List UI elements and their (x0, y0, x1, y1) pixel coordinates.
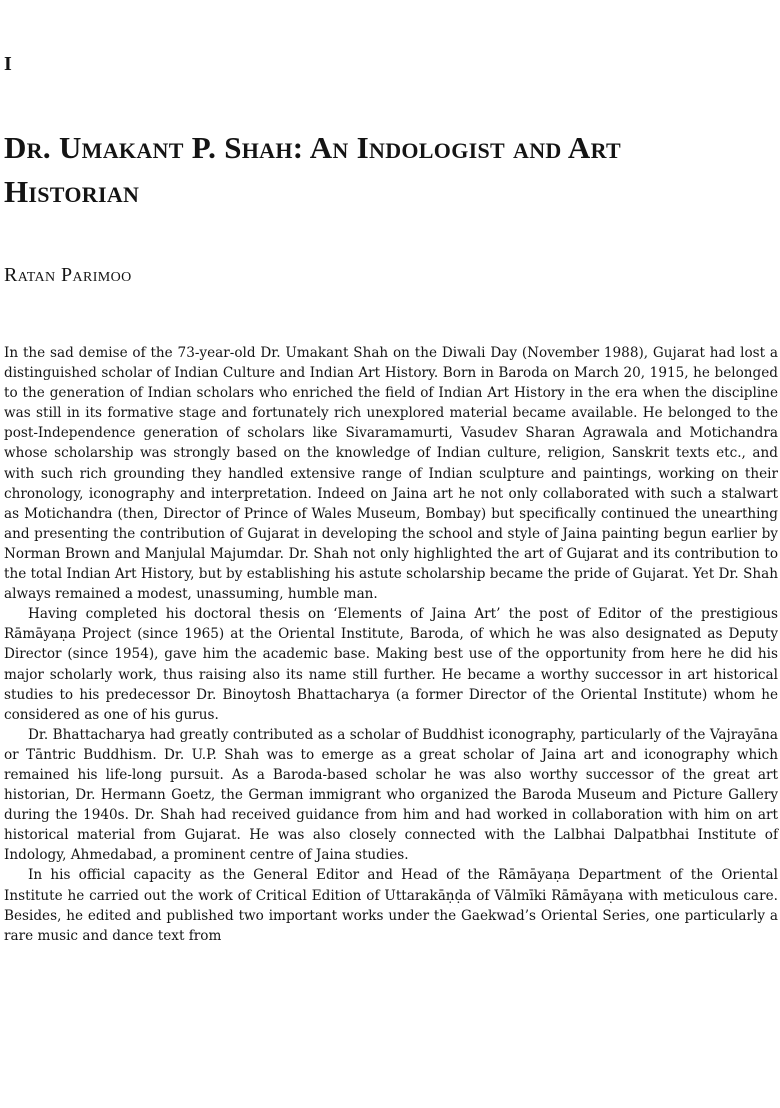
paragraph-1: In the sad demise of the 73-year-old Dr. Umakant Shah on the Diwali Day (November 1988), Gujarat had lost a distinguished scholar of Indian Culture and Indian Art History. Born in Baroda on March 20, 1915, he belonged to the generation of Indian scholars who enriched the field of Indian Art History in the era when the discipline was still in its formative stage and fortunately rich unexplored material became available. He belonged to the post-Independence generation of scholars like Sivaramamurti, Vasudev Sharan Agrawala and Motichandra whose scholarship was strongly based on the knowledge of Indian culture, religion, Sanskrit texts etc., and with such rich grounding they handled extensive range of Indian sculpture and paintings, working on their chronology, iconography and interpretation. Indeed on Jaina art he not only collaborated with such a stalwart as Motichandra (then, Director of Prince of Wales Museum, Bombay) but specifically continued the unearthing and presenting the contribution of Gujarat in developing the school and style of Jaina painting begun earlier by Norman Brown and Manjulal Majumdar. Dr. Shah not only highlighted the art of Gujarat and its contribution to the total Indian Art History, but by establishing his astute scholarship became the pride of Gujarat. Yet Dr. Shah always remained a modest, unassuming, humble man. (4, 345, 778, 603)
article-body (4, 343, 778, 946)
chapter-title: Dr. Umakant P. Shah: An Indologist and Art Historian (4, 130, 622, 209)
paragraph-3: Dr. Bhattacharya had greatly contributed as a scholar of Buddhist iconography, particularly of the Vajrayāna or Tāntric Buddhism. Dr. U.P. Shah was to emerge as a great scholar of Jaina art and iconography which remained his life-long pursuit. As a Baroda-based scholar he was also worthy successor of the great art historian, Dr. Hermann Goetz, the German immigrant who organized the Baroda Museum and Picture Gallery during the 1940s. Dr. Shah had received guidance from him and had worked in collaboration with him on art historical material from Gujarat. He was also closely connected with the Lalbhai Dalpatbhai Institute of Indology, Ahmedabad, a prominent centre of Jaina studies. (4, 726, 778, 864)
paragraph-2: Having completed his doctoral thesis on ‘Elements of Jaina Art’ the post of Editor of the prestigious Rāmāyaṇa Project (since 1965) at the Oriental Institute, Baroda, of which he was also designated as Deputy Director (since 1954), gave him the academic base. Making best use of the opportunity from here he did his major scholarly work, thus raising also its name still further. He became a worthy successor in art historical studies to his predecessor Dr. Binoytosh Bhattacharya (a former Director of the Oriental Institute) whom he considered as one of his gurus. (4, 606, 778, 723)
chapter-number: I (4, 53, 12, 75)
paragraph-4: In his official capacity as the General Editor and Head of the Rāmāyaṇa Department of the Oriental Institute he carried out the work of Critical Edition of Uttarakāṇḍa of Vālmīki Rāmāyaṇa with meticulous care. Besides, he edited and published two important works under the Gaekwad’s Oriental Series, one particularly a rare music and dance text from (4, 867, 778, 944)
author-name: Ratan Parimoo (4, 264, 132, 286)
